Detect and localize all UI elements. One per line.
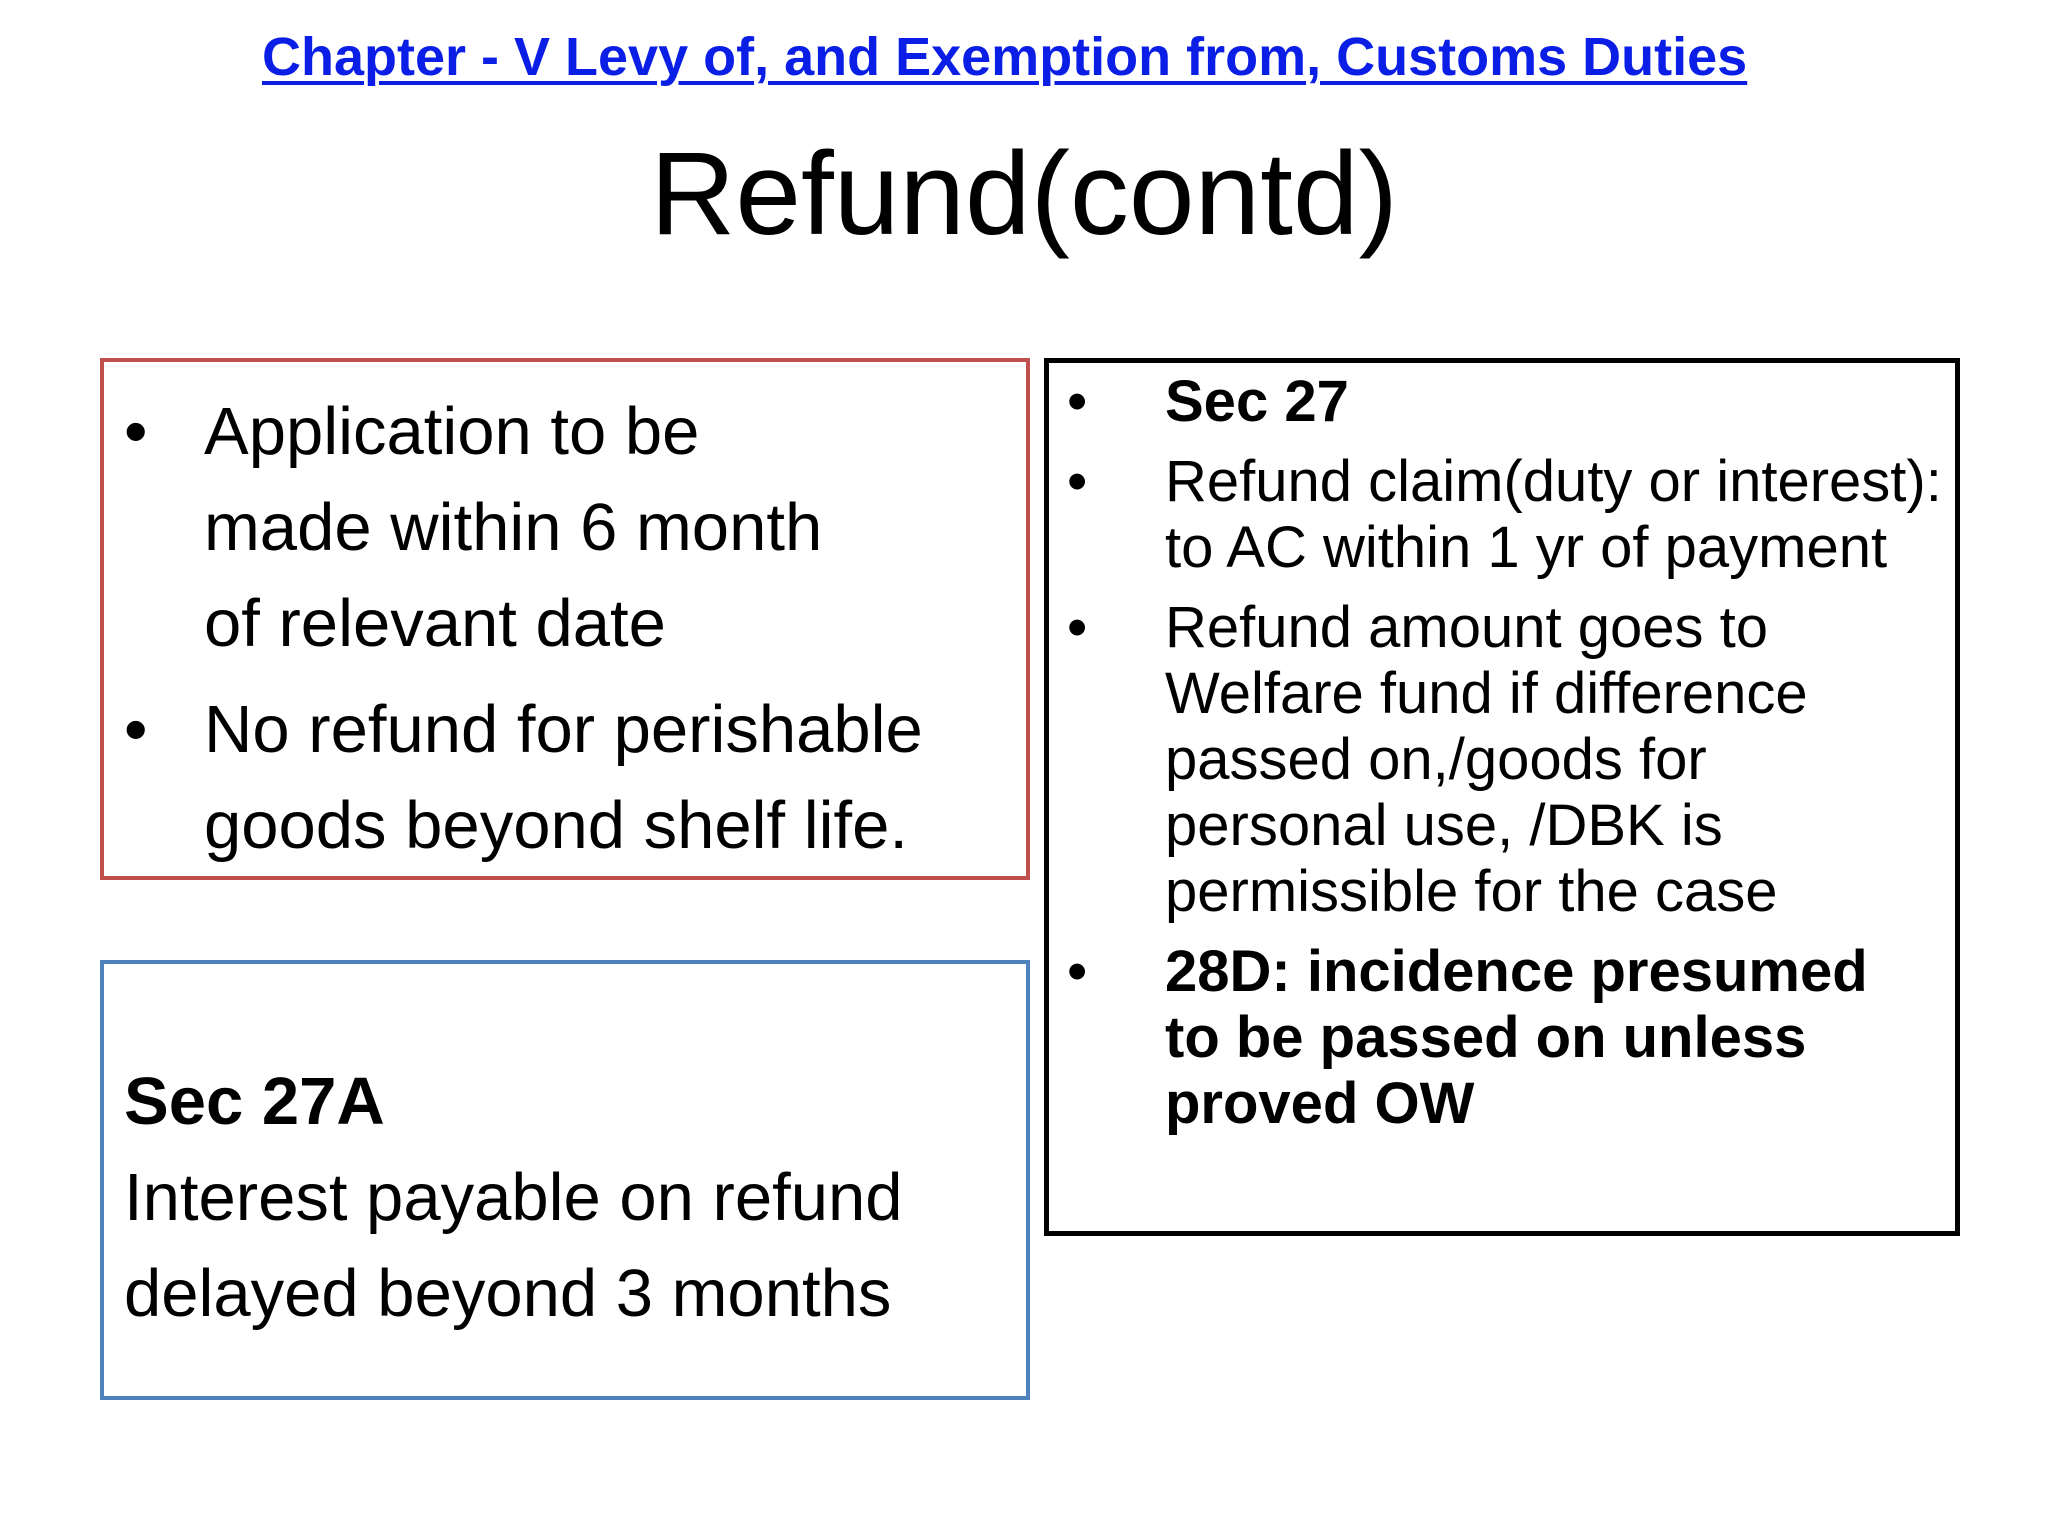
list-item [1067,369,1947,435]
bullet-text: Sec 27 [1165,369,1349,434]
sec27a-heading: Sec 27A [124,1064,385,1139]
list-item [124,682,1024,874]
list-item [1067,939,1947,1137]
list-item [124,384,1024,672]
list-item [1067,449,1947,581]
list-item [1067,595,1947,925]
bullet-text: Refund claim(duty or interest): to AC within 1 yr of payment [1165,449,1942,580]
bullet-text: Refund amount goes to Welfare fund if difference passed on,/goods for personal use, /DBK is permissible for the case [1165,595,1808,924]
bullet-text: 28D: incidence presumed to be passed on unless proved OW [1165,939,1868,1136]
bullet-icon: • [1067,449,1088,514]
bullet-icon: • [1067,595,1088,660]
refund-conditions-box [100,358,1030,880]
sec27a-text: Interest payable on refund delayed beyond 3 months [124,1160,903,1331]
refund-conditions-list [124,384,1024,884]
bullet-icon: • [1067,939,1088,1004]
bullet-icon: • [124,394,148,469]
bullet-icon: • [124,692,148,767]
sec27-list [1067,369,1947,1151]
sec27a-box [100,960,1030,1400]
slide-title: Refund(contd) [650,128,1398,260]
chapter-link[interactable]: Chapter - V Levy of, and Exemption from, Customs Duties [262,27,1748,87]
sec27-box [1044,358,1960,1236]
bullet-text: No refund for perishable goods beyond shelf life. [204,692,923,863]
bullet-icon: • [1067,369,1088,434]
bullet-text: Application to be made within 6 month of relevant date [204,394,823,661]
